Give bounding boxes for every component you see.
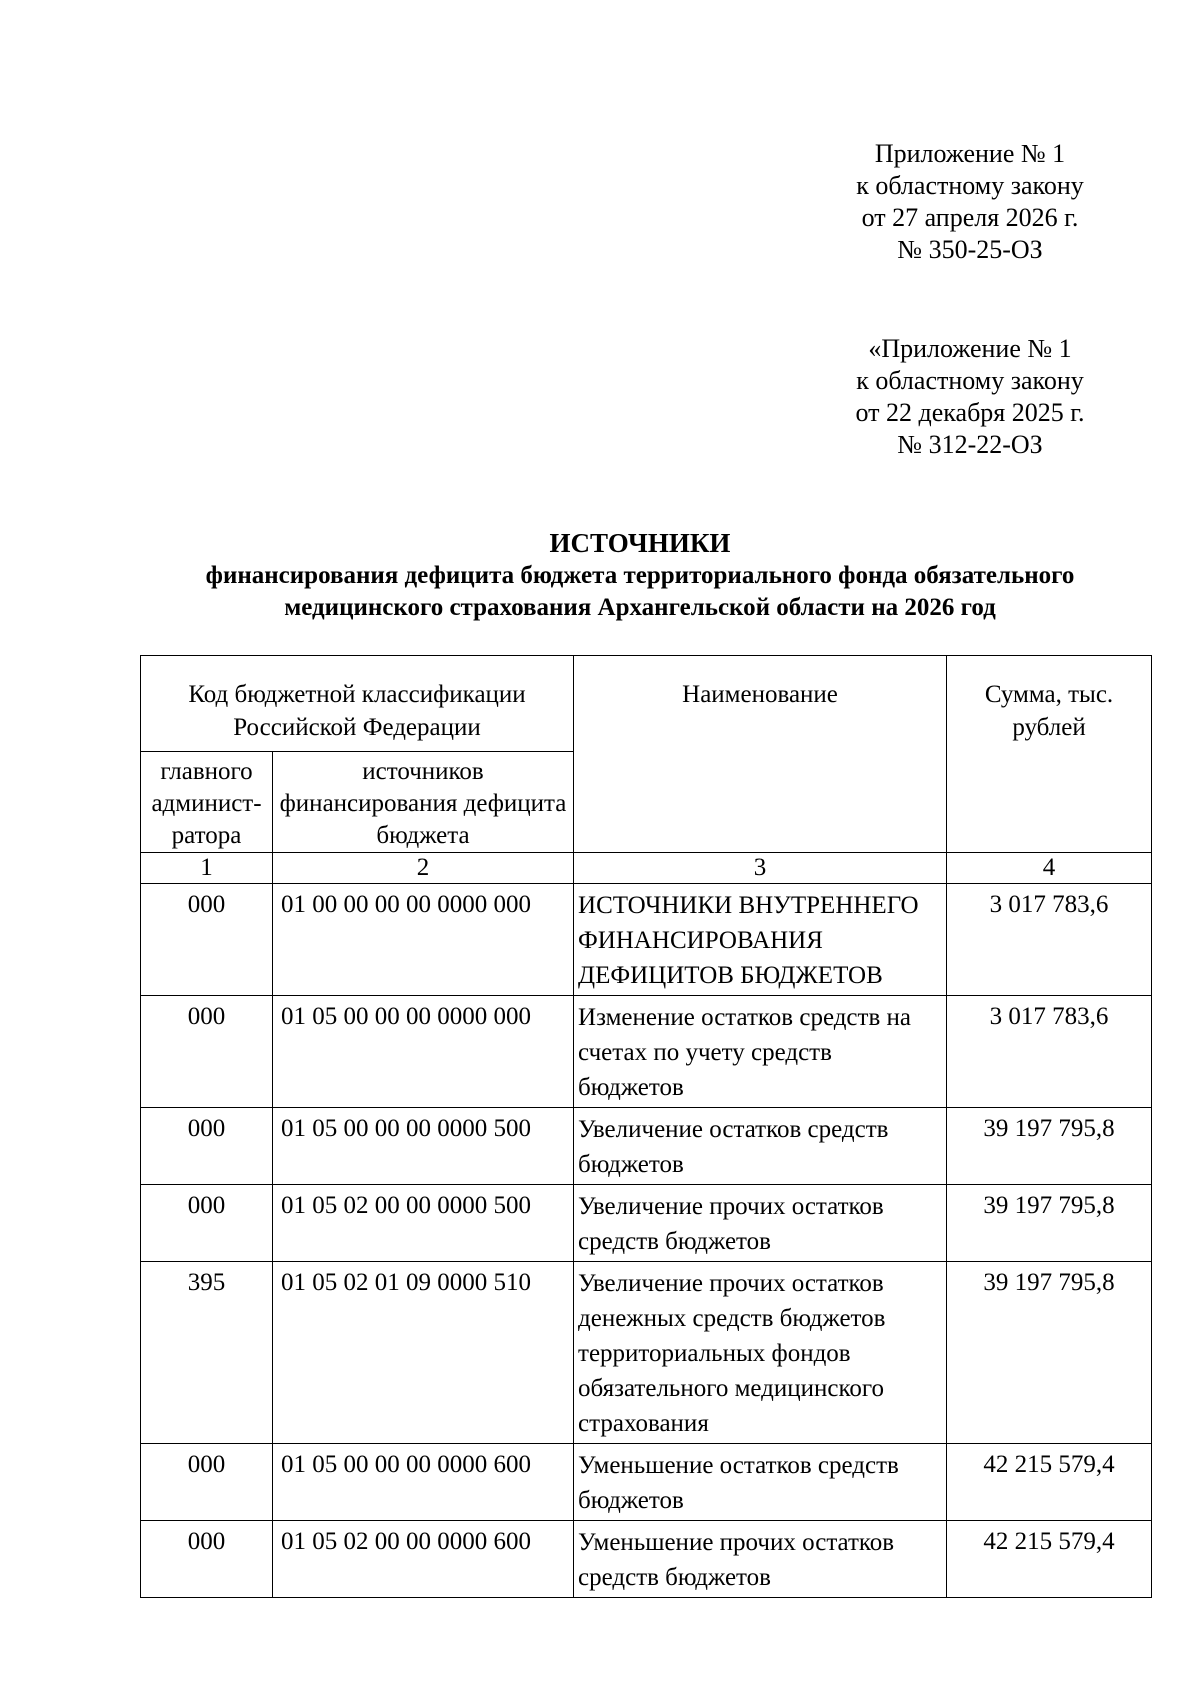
cell-sum: 3 017 783,6 bbox=[947, 884, 1152, 996]
cell-admin: 000 bbox=[141, 1108, 273, 1185]
cell-sum: 42 215 579,4 bbox=[947, 1521, 1152, 1598]
appendix-amended-number: № 312-22-ОЗ bbox=[897, 430, 1043, 459]
title-line-1: финансирования дефицита бюджета территориального фонда обязательного bbox=[205, 562, 1075, 589]
cell-sum: 3 017 783,6 bbox=[947, 996, 1152, 1108]
cell-admin: 000 bbox=[141, 1185, 273, 1262]
header-source: источников финансирования дефицита бюджета bbox=[273, 752, 574, 853]
sources-table bbox=[140, 655, 1152, 1598]
cell-sum: 39 197 795,8 bbox=[947, 1262, 1152, 1444]
appendix-current-title: Приложение № 1 bbox=[874, 139, 1066, 168]
table-row bbox=[141, 884, 1152, 996]
appendix-amended-title: «Приложение № 1 bbox=[868, 334, 1072, 363]
cell-name: Увеличение прочих остатков средств бюджетов bbox=[574, 1185, 947, 1262]
cell-name: Уменьшение остатков средств бюджетов bbox=[574, 1444, 947, 1521]
appendix-current-reference bbox=[820, 138, 1120, 266]
cell-code: 01 05 00 00 00 0000 500 bbox=[273, 1108, 574, 1185]
header-admin-line-1: главного bbox=[160, 758, 253, 785]
cell-sum: 39 197 795,8 bbox=[947, 1185, 1152, 1262]
cell-code: 01 05 02 00 00 0000 500 bbox=[273, 1185, 574, 1262]
header-admin bbox=[141, 752, 273, 853]
cell-name: Увеличение остатков средств бюджетов bbox=[574, 1108, 947, 1185]
appendix-amended-reference bbox=[820, 333, 1120, 461]
cell-code: 01 00 00 00 00 0000 000 bbox=[273, 884, 574, 996]
appendix-current-law: к областному закону bbox=[856, 171, 1084, 200]
header-code-group: Код бюджетной классификации Российской Федерации bbox=[141, 656, 574, 752]
column-number-4: 4 bbox=[947, 853, 1152, 884]
title-main: ИСТОЧНИКИ bbox=[549, 528, 731, 558]
title-line-2: медицинского страхования Архангельской области на 2026 год bbox=[284, 594, 996, 621]
cell-code: 01 05 02 00 00 0000 600 bbox=[273, 1521, 574, 1598]
cell-admin: 000 bbox=[141, 1521, 273, 1598]
header-admin-line-2: админист- bbox=[151, 790, 262, 817]
table-row bbox=[141, 1521, 1152, 1598]
document-title bbox=[100, 526, 1180, 624]
appendix-amended-law: к областному закону bbox=[856, 366, 1084, 395]
table-row bbox=[141, 1444, 1152, 1521]
cell-name: Увеличение прочих остатков денежных средств бюджетов территориальных фондов обязательного медицинского страхования bbox=[574, 1262, 947, 1444]
cell-code: 01 05 00 00 00 0000 600 bbox=[273, 1444, 574, 1521]
header-sum: Сумма, тыс. рублей bbox=[947, 656, 1152, 853]
column-number-2: 2 bbox=[273, 853, 574, 884]
appendix-amended-date: от 22 декабря 2025 г. bbox=[855, 398, 1085, 427]
cell-name: Изменение остатков средств на счетах по учету средств бюджетов bbox=[574, 996, 947, 1108]
table-row bbox=[141, 1262, 1152, 1444]
cell-code: 01 05 00 00 00 0000 000 bbox=[273, 996, 574, 1108]
appendix-current-number: № 350-25-ОЗ bbox=[897, 235, 1043, 264]
column-number-3: 3 bbox=[574, 853, 947, 884]
cell-admin: 000 bbox=[141, 884, 273, 996]
cell-name: Уменьшение прочих остатков средств бюджетов bbox=[574, 1521, 947, 1598]
cell-name: ИСТОЧНИКИ ВНУТРЕННЕГО ФИНАНСИРОВАНИЯ ДЕФИЦИТОВ БЮДЖЕТОВ bbox=[574, 884, 947, 996]
table-row bbox=[141, 1108, 1152, 1185]
cell-admin: 000 bbox=[141, 996, 273, 1108]
header-name: Наименование bbox=[574, 656, 947, 853]
header-admin-line-3: ратора bbox=[171, 822, 242, 849]
cell-sum: 42 215 579,4 bbox=[947, 1444, 1152, 1521]
cell-sum: 39 197 795,8 bbox=[947, 1108, 1152, 1185]
cell-admin: 000 bbox=[141, 1444, 273, 1521]
cell-code: 01 05 02 01 09 0000 510 bbox=[273, 1262, 574, 1444]
table-row bbox=[141, 1185, 1152, 1262]
table-row bbox=[141, 996, 1152, 1108]
column-number-1: 1 bbox=[141, 853, 273, 884]
appendix-current-date: от 27 апреля 2026 г. bbox=[861, 203, 1079, 232]
cell-admin: 395 bbox=[141, 1262, 273, 1444]
